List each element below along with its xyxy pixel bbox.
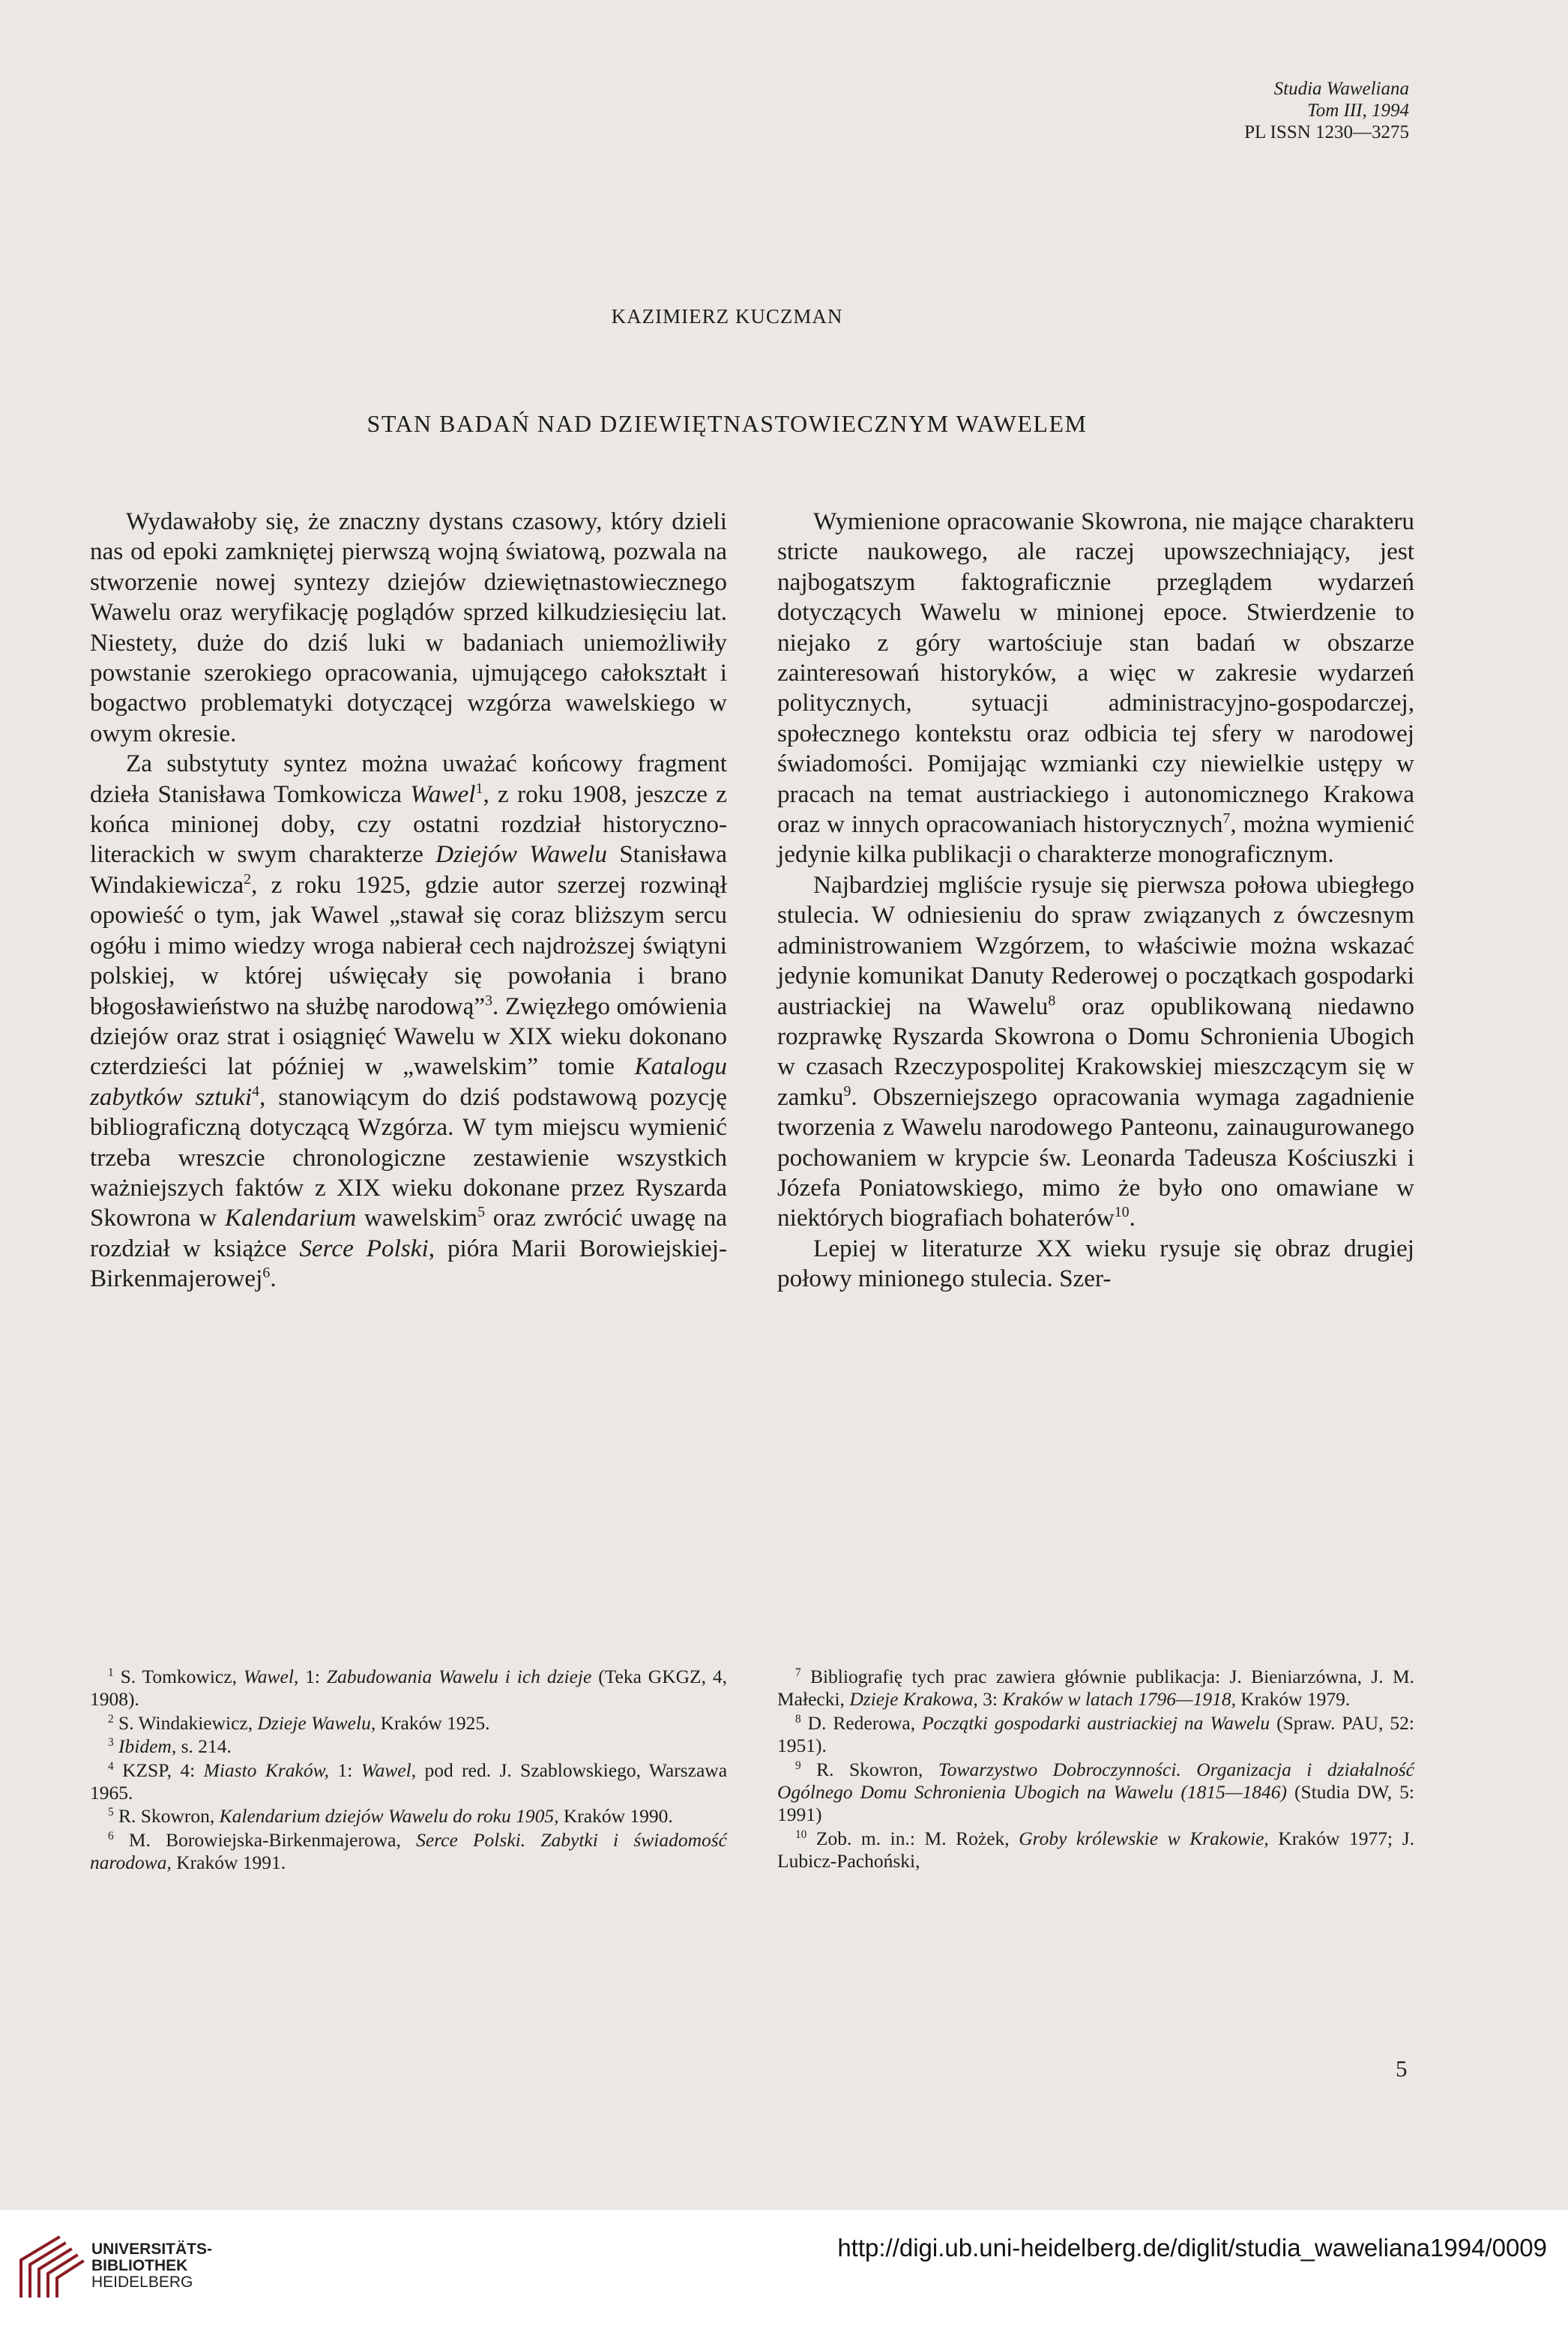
paragraph: Wydawałoby się, że znaczny dystans czasowy, który dzieli nas od epoki zamkniętej pierwszą wojną światową, pozwala na stworzenie nowej syntezy dziejów dziewiętnastowiecznego Wawelu oraz weryfikację poglądów sprzed kilkudziesięciu lat. Niestety, duże do dziś luki w badaniach uniemożliwiły powstanie szerokiego opracowania, ujmującego całokształt i bogactwo problematyki dotyczącej wzgórza wawelskiego w owym okresie. <box>90 507 727 747</box>
footnote-ref: 4 <box>252 1082 260 1100</box>
footnote-ref: 6 <box>262 1265 271 1282</box>
footnote: $^{10}$ Zob. m. in.: M. Rożek, Groby królewskie w Krakowie, Kraków 1977; J. Lubicz-Pachoński, <box>777 1827 1414 1872</box>
article-title: STAN BADAŃ NAD DZIEWIĘTNASTOWIECZNYM WAWELEM <box>367 410 1088 437</box>
footnote: $^4$ KZSP, 4: Miasto Kraków, 1: Wawel, pod red. J. Szablowskiego, Warszawa 1965. <box>90 1759 728 1804</box>
footnote: $^5$ R. Skowron, Kalendarium dziejów Wawelu do roku 1905, Kraków 1990. <box>108 1805 673 1828</box>
source-url-link[interactable]: http://digi.ub.uni-heidelberg.de/diglit/studia_waweliana1994/0009 <box>837 2234 1547 2262</box>
journal-volume: Tom III, 1994 <box>1307 100 1409 121</box>
library-name-line: UNIVERSITÄTS- <box>91 2241 213 2258</box>
footnote-ref: 3 <box>485 992 493 1009</box>
library-name <box>91 2241 212 2291</box>
paragraph: Wymienione opracowanie Skowrona, nie mające charakteru stricte naukowego, ale raczej upowszechniający, jest najbogatszym faktograficznie przeglądem wydarzeń dotyczących Wawelu w minionej epoce. Stwierdzenie to niejako z góry wartościuje stan badań w obszarze zainteresowań historyków, a więc w zakresie wydarzeń politycznych, sytuacji administracyjno-gospodarczej, społecznego kontekstu oraz odbicia tej sfery w narodowej świadomości. Pomijając wzmianki czy niewielkie ustępy w pracach na temat austriackiego i autonomicznego Krakowa oraz w innych opracowaniach historycznych$^7$, można wymienić jedynie kilka publikacji o charakterze monograficznym. <box>777 507 1414 869</box>
right-body-column <box>777 507 1414 1295</box>
right-footnotes <box>777 1666 1414 1874</box>
footnote-ref: 10 <box>1114 1204 1130 1221</box>
paragraph: Lepiej w literaturze XX wieku rysuje się obraz drugiej połowy minionego stulecia. Szer- <box>777 1234 1414 1293</box>
footnote-ref: 9 <box>843 1082 851 1100</box>
footnote-ref: 7 <box>1222 810 1231 828</box>
page-number: 5 <box>1396 2055 1408 2082</box>
article-author: KAZIMIERZ KUCZMAN <box>611 305 843 328</box>
footnote-ref: 1 <box>475 780 483 797</box>
footnote-ref: 2 <box>244 870 252 888</box>
footnote-ref: 5 <box>477 1204 486 1221</box>
university-library-logo-icon <box>13 2230 88 2305</box>
paragraph: Za substytuty syntez można uważać końcowy fragment dzieła Stanisława Tomkowicza Wawel$^1$, z roku 1908, jeszcze z końca minionej doby, czy ostatni rozdział historyczno-literackich w swym charakterze Dziejów Wawelu Stanisława Windakiewicza$^2$, z roku 1925, gdzie autor szerzej rozwinął opowieść o tym, jak Wawel „stawał się coraz bliższym sercu ogółu i mimo wiedzy wroga nabierał cech najdroższej świątyni polskiej, w której uświęcały się powołania i brano błogosławieństwo na służbę narodową”$^3$. Zwięzłego omówienia dziejów oraz strat i osiągnięć Wawelu w XIX wieku dokonano czterdzieści lat później w „wawelskim” tomie Katalogu zabytków sztuki$^4$, stanowiącym do dziś podstawową pozycję bibliograficzną dotyczącą Wzgórza. W tym miejscu wymienić trzeba wreszcie chronologiczne zestawienie wszystkich ważniejszych faktów z XIX wieku dokonane przez Ryszarda Skowrona w Kalendarium wawelskim$^5$ oraz zwrócić uwagę na rozdział w książce Serce Polski, pióra Marii Borowiejskiej-Birkenmajerowej$^6$. <box>90 750 727 1293</box>
footnote: $^6$ M. Borowiejska-Birkenmajerowa, Serce Polski. Zabytki i świadomość narodowa, Kraków 1991. <box>90 1828 728 1874</box>
paragraph: Najbardziej mgliście rysuje się pierwsza połowa ubiegłego stulecia. W odniesieniu do spraw związanych z ówczesnym administrowaniem Wzgórzem, to właściwie można wskazać jedynie komunikat Danuty Rederowej o początkach gospodarki austriackiej na Wawelu$^8$ oraz opublikowaną niedawno rozprawkę Ryszarda Skowrona o Domu Schronienia Ubogich w czasach Rzeczypospolitej Krakowskiej mieszczącym się w zamku$^9$. Obszerniejszego opracowania wymaga zagadnienie tworzenia z Wawelu narodowego Panteonu, zainaugurowanego pochowaniem w krypcie św. Leonarda Tadeusza Kościuszki i Józefa Poniatowskiego, mimo że było ono omawiane w niektórych biografiach bohaterów$^{10}$. <box>777 870 1414 1232</box>
footer-bar <box>0 2210 1568 2329</box>
journal-name: Studia Waweliana <box>1273 79 1409 99</box>
library-name-line: BIBLIOTHEK <box>91 2257 188 2274</box>
left-body-column <box>90 507 727 1295</box>
footnote: $^7$ Bibliografię tych prac zawiera głównie publikacja: J. Bieniarzówna, J. M. Małecki, Dzieje Krakowa, 3: Kraków w latach 1796—1918, Kraków 1979. <box>777 1666 1415 1711</box>
footnote-ref: 8 <box>1048 992 1056 1009</box>
footnote: $^2$ S. Windakiewicz, Dzieje Wawelu, Kraków 1925. <box>108 1711 490 1734</box>
left-footnotes <box>90 1666 727 1875</box>
footnote: $^3$ Ibidem, s. 214. <box>108 1735 232 1758</box>
library-name-line: HEIDELBERG <box>91 2274 193 2291</box>
footnote: $^1$ S. Tomkowicz, Wawel, 1: Zabudowania Wawelu i ich dzieje (Teka GKGZ, 4, 1908). <box>90 1666 727 1711</box>
journal-header <box>1244 78 1409 143</box>
journal-issn: PL ISSN 1230—3275 <box>1244 122 1409 142</box>
footnote: $^9$ R. Skowron, Towarzystwo Dobroczynności. Organizacja i działalność Ogólnego Domu Schronienia Ubogich na Wawelu (1815—1846) (Studia DW, 5: 1991) <box>777 1758 1415 1826</box>
footnote: $^8$ D. Rederowa, Początki gospodarki austriackiej na Wawelu (Spraw. PAU, 52: 1951). <box>777 1711 1414 1757</box>
